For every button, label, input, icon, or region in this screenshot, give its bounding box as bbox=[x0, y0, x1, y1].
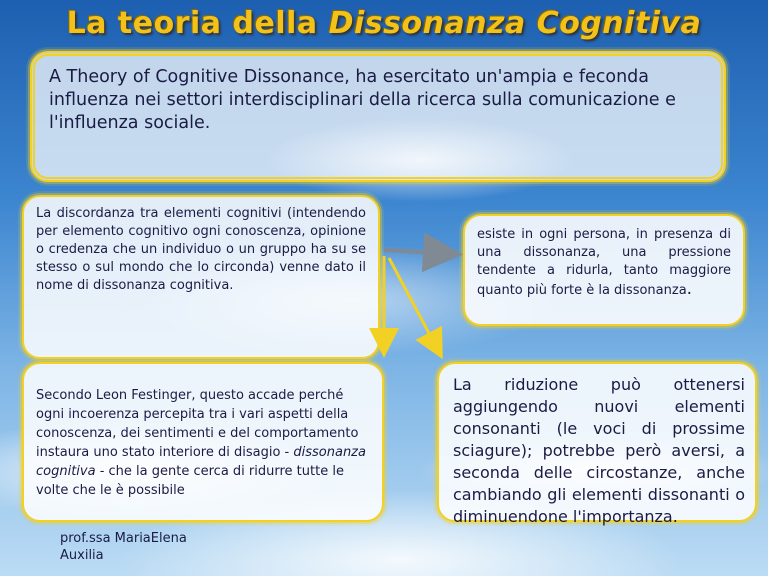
definition-text: La discordanza tra elementi cognitivi (intendendo per elemento cognitivo ogni conoscenza, opinione o credenza che un individuo o un gruppo ha su se stesso o sul mondo che lo circonda) venne dato il nome di dissonanza cognitiva. bbox=[36, 206, 366, 293]
festinger-emphasis: dissonanza cognitiva bbox=[36, 445, 366, 479]
pressure-end: . bbox=[686, 279, 693, 299]
reduction-text: La riduzione può ottenersi aggiungendo nuovi elementi consonanti (le voci di prossime sciagure); potrebbe però aversi, a seconda delle circostanze, anche cambiando gli elementi dissonanti o diminuendone l'importanza. bbox=[453, 375, 745, 526]
title-text: La teoria della bbox=[66, 6, 329, 41]
arrow-to-reduction bbox=[389, 258, 440, 354]
intro-text: A Theory of Cognitive Dissonance, ha esercitato un'ampia e feconda influenza nei settori interdisciplinari della ricerca sulla comunicazione e l'influenza sociale. bbox=[49, 67, 676, 133]
festinger-text-after: - che la gente cerca di ridurre tutte le volte che le è possibile bbox=[36, 464, 344, 498]
festinger-text-before: Secondo Leon Festinger, questo accade perché ogni incoerenza percepita tra i vari aspetti della conoscenza, dei sentimenti e del comportamento instaura uno stato interiore di disagio - bbox=[36, 388, 359, 460]
author-line-1: prof.ssa MariaElena bbox=[60, 531, 187, 546]
arrow-to-pressure bbox=[384, 250, 455, 254]
title-emphasis: Dissonanza Cognitiva bbox=[328, 6, 702, 41]
pressure-text: esiste in ogni persona, in presenza di una dissonanza, una pressione tendente a ridurla, tanto maggiore quanto più forte è la dissonanza bbox=[477, 227, 731, 298]
author-line-2: Auxilia bbox=[60, 548, 104, 563]
